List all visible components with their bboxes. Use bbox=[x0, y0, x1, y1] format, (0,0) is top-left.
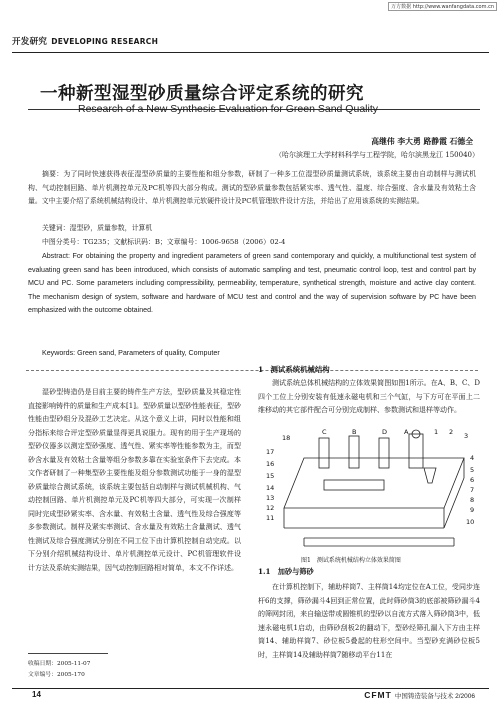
fig-label-2: 2 bbox=[449, 428, 454, 436]
classification: 中图分类号：TG235；文献标识码：B；文章编号：1006-9658（2006）02-4 bbox=[42, 238, 286, 246]
keywords-cn: 关键词：湿型砂，质量参数，计算机 bbox=[42, 224, 153, 232]
authors: 高继伟 李大勇 路静霞 石德全 bbox=[371, 137, 473, 146]
footer-rule bbox=[12, 688, 489, 689]
fig-label-9: 9 bbox=[470, 506, 475, 514]
body-left-column: 湿砂型铸造仍是目前主要的铸件生产方法，型砂质量及其稳定性直接影响铸件的质量和生产成本[1]。型砂质量以型砂性能表征，型砂性能由型砂组分及混砂工艺决定。从这个意义上讲，同时以性能和组分指标来综合评定型砂质量显得更具说服力。现有的用于生产现场的型砂仪器多以测定型砂强度、透气性、紧实率等性能参数为主，而型砂含水量及有效粘土含量等组分参数多靠在实验室条件下去完成。本文作者研制了一种集型砂主要性能及组分参数测试功能于一身的湿型砂质量综合测试系统，该系统主要包括自动制样与测试机械机构、气动控制回路、单片机测控单元及PC机等四大部分，可实现一次制样同时完成型砂紧实率、含水量、有效粘土含量、透气性及综合强度等多参数测试。制样及紧实率测试、含水量及有效粘土含量测试、透气性测试及综合强度测试分别在不同工位下由计算机控制自动完成。以下分别介绍机械结构设计、单片机测控单元设计、PC机管理软件设计方法及系统实测结果，因气动控制回路相对简单，本文不作详述。 bbox=[28, 388, 241, 572]
paper-subtitle: Research of a New Synthesis Evaluation for Green Sand Quality bbox=[78, 103, 378, 115]
abstract-en: Abstract: For obtaining the property and ingredient parameters of green sand contemporary and quickly, a multifunctional test system of evaluating green sand has been introduced, which consists of automatic sampling and test, pneumatic control loop, test and control part by MCU and PC. Some parameters including compressibility, permeability, temperature, synthetical strength, moisture and active clay content. The mechanism design of system, software and hardware of MCU test and control and the way of supervision software by PC have been emphasized with the outcome obtained. bbox=[28, 252, 476, 315]
abstract-cn: 摘要：为了同时快速获得表征湿型砂质量的主要性能和组分参数，研制了一种多工位湿型砂质量测试系统，该系统主要由自动制样与测试机构、气动控制回路、单片机测控单元及PC机等四大部分构成。测试的型砂质量参数包括紧实率、透气性、温度、综合强度、含水量及有效粘土含量。文中主要介绍了系统机械结构设计、单片机测控单元软硬件设计及PC机管理软件设计方法，并给出了应用该系统的实测结果。 bbox=[28, 170, 476, 206]
fig-label-8: 8 bbox=[470, 496, 475, 504]
section-en: DEVELOPING RESEARCH bbox=[51, 37, 159, 46]
body-right-top: 测试系统总体机械结构的立体效果简图如图1所示。在A、B、C、D四个工位上分别安装有低速永磁电机和三个气缸，与下方可在平面上二维移动的其它部件配合可分别完成制样、参数测试和退样等动作。 bbox=[258, 379, 480, 414]
affiliation: （哈尔滨理工大学材料科学与工程学院，哈尔滨黑龙江 150040） bbox=[275, 151, 479, 159]
journal-name: 中国铸造装备与技术 2/2006 bbox=[394, 693, 475, 700]
footnote-rule bbox=[28, 653, 108, 654]
fig-label-16: 16 bbox=[266, 460, 275, 468]
fig-label-A: A bbox=[404, 428, 409, 436]
page-number: 14 bbox=[32, 690, 41, 699]
fig-label-D: D bbox=[382, 428, 388, 436]
fig-label-1: 1 bbox=[434, 428, 439, 436]
fig-label-10: 10 bbox=[466, 518, 475, 526]
header-rule bbox=[12, 52, 489, 53]
paper-title: 一种新型湿型砂质量综合评定系统的研究 bbox=[40, 84, 364, 104]
journal-logo: CFMT bbox=[364, 690, 392, 700]
figure-caption: 图1 测试系统机械结构立体效果简图 bbox=[301, 557, 401, 564]
footnote-revised: 文章编号：2005-170 bbox=[28, 672, 85, 678]
fig-label-5: 5 bbox=[470, 466, 475, 474]
fig-label-4: 4 bbox=[470, 454, 475, 462]
body-right-bottom: 在计算机控制下，辅助样筒7、主样筒14均定位在A工位，受同步连杆6的支撑，筛砂漏斗4回到正常位置，此时筛砂筒3的底部被筛砂漏斗4的筛网封闭，来自输送带或圆锥机的型砂以自流方式落入筛砂筒3中，低速永磁电机1启动，由筛砂刮板2的翻动下，型砂经筛孔漏入下方由主样筒14、辅助样筒7、砂位板5叠起的柱形空间中。当型砂充满砂位板5时，主样筒14及辅助样筒7随移动平台11在 bbox=[258, 583, 480, 659]
fig-label-17: 17 bbox=[266, 448, 275, 456]
watermark: 万方数据 http://www.wanfangdata.com.cn bbox=[388, 2, 497, 11]
footnote-received: 收稿日期：2005-11-07 bbox=[28, 661, 91, 667]
fig-label-7: 7 bbox=[470, 486, 475, 494]
figure-1-diagram bbox=[264, 428, 480, 552]
fig-label-6: 6 bbox=[470, 476, 475, 484]
section-cn: 开发研究 bbox=[12, 37, 48, 47]
heading-section-1-1: 1.1 加砂与筛砂 bbox=[258, 567, 314, 576]
fig-label-13: 13 bbox=[266, 494, 275, 502]
fig-label-11: 11 bbox=[266, 514, 275, 522]
abstract-divider bbox=[26, 370, 478, 371]
fig-label-3: 3 bbox=[464, 432, 469, 440]
heading-section-1: 1 测试系统机械结构 bbox=[258, 365, 330, 374]
fig-label-12: 12 bbox=[266, 504, 275, 512]
fig-label-18: 18 bbox=[282, 434, 291, 442]
keywords-en: Keywords: Green sand, Parameters of quality, Computer bbox=[42, 349, 220, 357]
fig-label-15: 15 bbox=[266, 472, 275, 480]
fig-label-B: B bbox=[352, 428, 357, 436]
section-header bbox=[12, 35, 158, 47]
fig-label-C: C bbox=[322, 428, 327, 436]
journal-footer bbox=[364, 690, 475, 700]
fig-label-14: 14 bbox=[266, 484, 275, 492]
